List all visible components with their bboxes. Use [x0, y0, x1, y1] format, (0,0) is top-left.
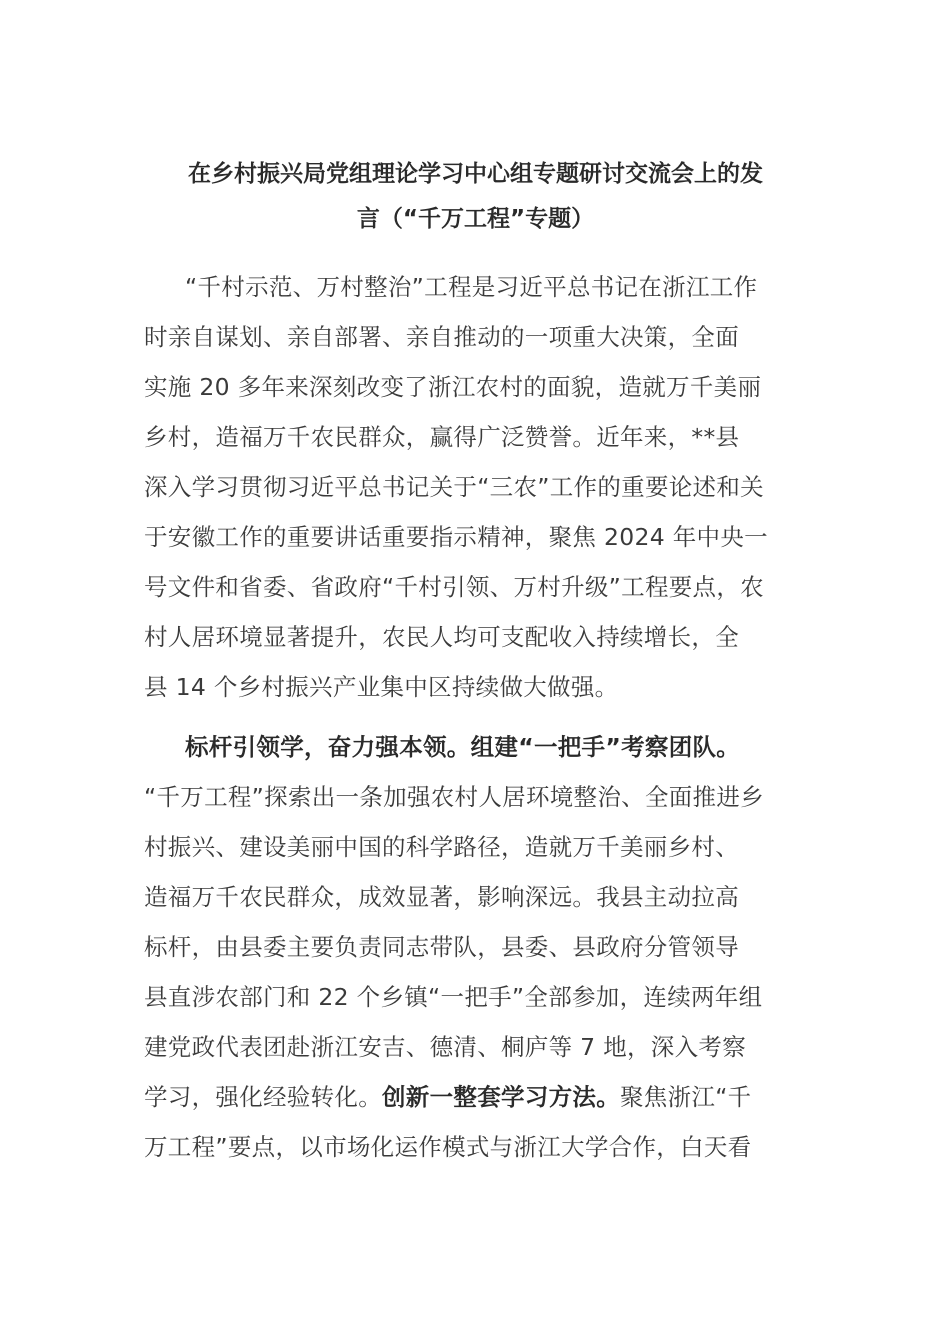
paragraph-line-mixed — [144, 1072, 807, 1122]
paragraph-line: 造福万千农民群众，成效显著，影响深远。我县主动拉高 — [144, 883, 739, 911]
section-heading: 标杆引领学，奋力强本领。组建“一把手”考察团队。 — [185, 733, 741, 761]
document-title — [144, 152, 807, 242]
paragraph-line: 乡村，造福万千农民群众，赢得广泛赞誉。近年来，**县 — [144, 423, 740, 451]
paragraph-line: 万工程”要点，以市场化运作模式与浙江大学合作，白天看 — [144, 1133, 752, 1161]
paragraph-line: 深入学习贯彻习近平总书记关于“三农”工作的重要论述和关 — [144, 473, 764, 501]
paragraph-intro — [144, 262, 807, 712]
paragraph-line: 村振兴、建设美丽中国的科学路径，造就万千美丽乡村、 — [144, 833, 739, 861]
paragraph-line: 标杆，由县委主要负责同志带队，县委、县政府分管领导 — [144, 933, 739, 961]
paragraph-line: 实施 20 多年来深刻改变了浙江农村的面貌，造就万千美丽 — [144, 373, 762, 401]
paragraph-section-1 — [144, 722, 807, 1172]
paragraph-line: 于安徽工作的重要讲话重要指示精神，聚焦 2024 年中央一 — [144, 523, 768, 551]
paragraph-line: 时亲自谋划、亲自部署、亲自推动的一项重大决策，全面 — [144, 323, 739, 351]
mixed-text-pre: 学习，强化经验转化。 — [144, 1083, 382, 1111]
title-line-2: 言（“千万工程”专题） — [356, 206, 595, 232]
paragraph-line: “千村示范、万村整治”工程是习近平总书记在浙江工作 — [185, 273, 758, 301]
paragraph-line: 县 14 个乡村振兴产业集中区持续做大做强。 — [144, 673, 619, 701]
paragraph-line: 建党政代表团赴浙江安吉、德清、桐庐等 7 地，深入考察 — [144, 1033, 746, 1061]
paragraph-line: 县直涉农部门和 22 个乡镇“一把手”全部参加，连续两年组 — [144, 983, 763, 1011]
paragraph-line: “千万工程”探索出一条加强农村人居环境整治、全面推进乡 — [144, 783, 764, 811]
subheading-inline: 创新一整套学习方法。 — [382, 1083, 620, 1111]
paragraph-line: 号文件和省委、省政府“千村引领、万村升级”工程要点，农 — [144, 573, 764, 601]
paragraph-line: 村人居环境显著提升，农民人均可支配收入持续增长，全 — [144, 623, 739, 651]
mixed-text-post: 聚焦浙江“千 — [620, 1083, 752, 1111]
title-line-1: 在乡村振兴局党组理论学习中心组专题研讨交流会上的发 — [188, 161, 763, 187]
